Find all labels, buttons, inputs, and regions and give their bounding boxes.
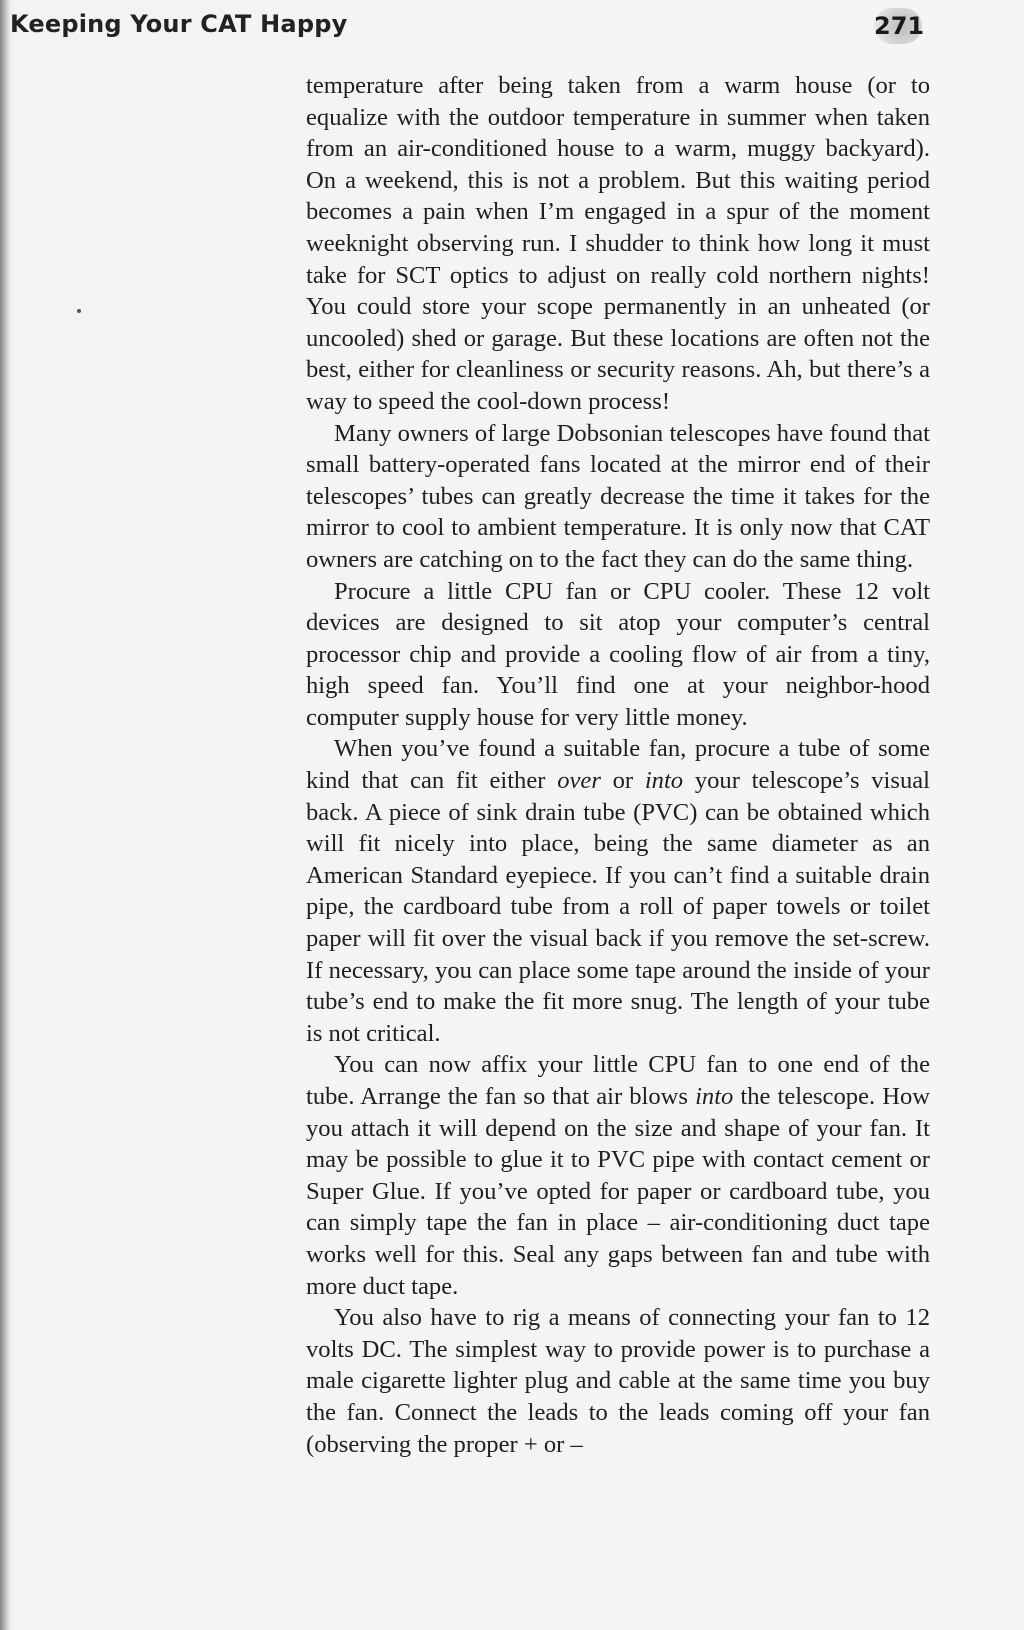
paragraph-5 — [306, 1049, 930, 1302]
paragraph-5-text-a: You can now affix your little CPU fan to one end of the tube. Arrange the fan so that air blows — [306, 1051, 930, 1110]
paragraph-5-text-b: the telescope. How you attach it will depend on the size and shape of your fan. It may be possible to glue it to PVC pipe with contact cement or Super Glue. If you’ve opted for paper or cardboard tube, you can simply tape the fan in place – air-conditioning duct tape works well for this. Seal any gaps between fan and tube with more duct tape. — [306, 1083, 931, 1300]
binding-shadow — [0, 0, 10, 1630]
paragraph-6: You also have to rig a means of connecting your fan to 12 volts DC. The simplest way to provide power is to purchase a male cigarette lighter plug and cable at the same time you buy the fan. Connect the leads to the leads coming off your fan (observing the proper + or – — [306, 1304, 930, 1458]
paragraph-4 — [306, 733, 930, 1049]
emphasis-over: over — [557, 767, 601, 795]
emphasis-into-2: into — [695, 1083, 734, 1110]
paragraph-1: temperature after being taken from a warm house (or to equalize with the outdoor temperature in summer when taken from an air-conditioned house to a warm, muggy backyard). On a weekend, this is not a problem. But this waiting period becomes a pain when I’m engaged in a spur of the moment weeknight observing run. I shudder to think how long it must take for SCT optics to adjust on really cold northern nights! You could store your scope permanently in an unheated (or uncooled) shed or garage. But these locations are often not the best, either for cleanliness or security reasons. Ah, but there’s a way to speed the cool-down process! — [306, 72, 930, 415]
paragraph-2: Many owners of large Dobsonian telescopes have found that small battery-operated fans located at the mirror end of their telescopes’ tubes can greatly decrease the time it takes for the mirror to cool to ambient temperature. It is only now that CAT owners are catching on to the fact they can do the same thing. — [306, 419, 930, 573]
emphasis-into: into — [644, 767, 684, 795]
paragraph-4-text-b: or — [600, 767, 645, 795]
running-title: Keeping Your CAT Happy — [10, 10, 348, 38]
paragraph-4-text-c: your telescope’s visual back. A piece of sink drain tube (PVC) can be obtained which will fit nicely into place, being the same diameter as an American Standard eyepiece. If you can’t find a suitable drain pipe, the cardboard tube from a roll of paper towels or toilet paper will fit over the visual back if you remove the set-screw. If necessary, you can place some tape around the inside of your tube’s end to make the fit more snug. The length of your tube is not critical. — [306, 767, 930, 1047]
page-number: 271 — [874, 8, 922, 44]
margin-speck — [77, 309, 81, 313]
body-text — [306, 70, 930, 1460]
paragraph-3: Procure a little CPU fan or CPU cooler. These 12 volt devices are designed to sit atop your computer’s central processor chip and provide a cooling flow of air from a tiny, high speed fan. You’ll find one at your neighbor-hood computer supply house for very little money. — [306, 577, 930, 731]
paragraph-4-text-a: When you’ve found a suitable fan, procure a tube of some kind that can fit either — [306, 735, 930, 795]
